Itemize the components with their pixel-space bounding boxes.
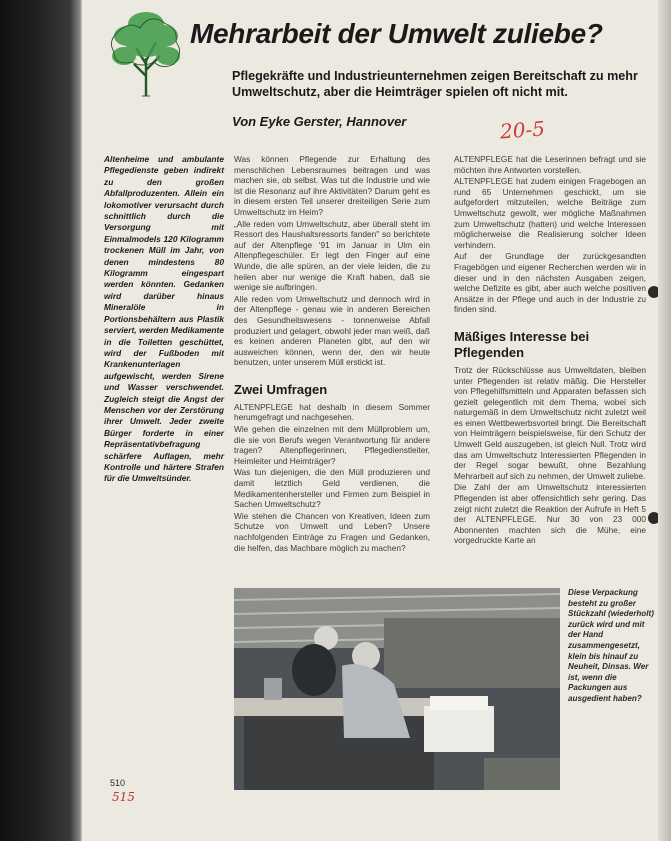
tree-illustration [106,6,184,102]
handwritten-page-number: 515 [112,790,135,804]
punch-hole [648,512,658,524]
paragraph: Alle reden vom Umweltschutz und dennoch wird in der Altenpflege - genau wie in anderen Bereichen des Gesundheitswesens - tonnenweise Abfall produziert und gelagert, obwohl jeder man weiß, daß es keinen anderen Planeten gibt, auf den wir ausweichen können, wenn der, den wir heute benutzen, unter unserem Müll erstickt ist. [234,293,430,368]
factory-photo [234,588,560,790]
paragraph: Auf der Grundlage der zurückgesandten Fragebögen und eigener Recherchen werden wir in dieser und in den nächsten Ausgaben zeigen, welche Defizite es gibt, aber auch welche positiven Ansätze in der Pflege und auch in der Industrie zu finden sind. [454,251,646,315]
photo-caption: Diese Verpackung besteht zu großer Stückzahl (wiederholt) zurück wird und mit der Hand zusammengesetzt, klein bis hinauf zu Neuheit, Dinsas. Wer ist, wenn die Packungen aus ausgedient haben? [568,588,654,703]
paragraph: Die Zahl der am Umweltschutz interessierten Pflegenden ist aber offensichtlich sehr gering. Das zeigt nicht zuletzt die Reaktion der Aufrufe in Heft 5 der ALTENPFLEGE. Nur 30 von 23 000 Abonnenten machten sich die Mühe, eine vorgedruckte Karte an [454,482,646,546]
article-title: Mehrarbeit der Umwelt zuliebe? [190,18,603,49]
section-heading: Zwei Umfragen [234,381,328,397]
middle-column [234,154,430,554]
paragraph: Wie gehen die einzelnen mit dem Müllproblem um, die sie von Berufs wegen Verantwortung für andere tragen? Altenpflegerinnen, Pflegedienstleiter, Heimleiter und Heimträger? [234,424,430,466]
paragraph: Trotz der Rückschlüsse aus Umweltdaten, bleiben unter Pflegenden ist relativ mäßig. Die Hersteller von Pflegehilfsmitteln und Apparaten befassen sich gezielt gelegentlich mit dem Thema, wobei sich naturgemäß in dem Umweltschutz nicht zuletzt weil es einen Wettbewerbsvorteil bringt. Die Bereitschaft von Heimträgern beispielsweise, für den Schutz der Umwelt Geld auszugeben, ist gleich Null. Trotz wird das am Umweltschutz Interessierten Pflegenden in der Regel sogar bewußt, ohne Bezahlung Mehrarbeit auf sich zu nehmen, der Umwelt zuliebe. [454,364,646,481]
paragraph: „Alle reden vom Umweltschutz, aber überall steht im Ressort des Haushaltsressorts fanden" so berichtete auf der Altenpflege '91 im Januar in Ulm ein Altenpflegeschüler. Er legt den Finger auf eine Wunde, die alle spüren, an der viele leiden, die zu heilen aber nur wenige die Kraft haben, daß sie wenige sie aufbringen. [234,218,430,293]
scan-dark-margin [0,0,82,841]
paragraph: Wie stehen die Chancen von Kreativen, Ideen zum Schutze von Umwelt und Leben? Unsere nachfolgenden Einträge zu Fragen und Gedanken, die helfen, das Machbare möglich zu machen? [234,510,430,553]
article-subtitle: Pflegekräfte und Industrieunternehmen zeigen Bereitschaft zu mehr Umweltschutz, aber die Heimträger spielen oft nicht mit. [232,69,638,99]
right-column [454,154,646,547]
intro-text: Altenheime und ambulante Pflegedienste geben indirekt zu den großen Abfallproduzenten. Allein ein lokomotiver verursacht durch schnittlich durch die Versorgung mit Einmalmodels 120 Kilogramm trockenen Müll im Jahr, von denen mindestens 80 Kilogramm eingespart werden könnten. Gedanken wird darüber hinaus Mineralöle in Portionsbehältern aus Plastik serviert, werden Medikamente in die Toiletten geschüttet, wird der Fußboden mit Krankenunterlagen aufgewischt, werden Sirene und Wasser verschwendet. Zugleich steigt die Angst der Menschen vor der Zerstörung ihrer Umwelt. Jeder zweite Bürger forderte in einer Repräsentativbefragung schärfere Auflagen, mehr Kontrolle und härtere Strafen für die Umweltsünder. [104,154,224,484]
handwritten-note: 20-5 [499,116,546,144]
section-heading: Mäßiges Interesse bei Pflegenden [454,328,590,360]
article-byline: Von Eyke Gerster, Hannover [232,114,407,129]
paragraph: Was können Pflegende zur Erhaltung des menschlichen Lebensraumes beitragen und was machen sie, ob selbst. Was tut die Industrie und wie ist die Resonanz auf ihre Aktivitäten? Darum geht es in diesem ersten Teil unserer dreiteiligen Serie zum Umweltschutz im Heim? [234,154,430,217]
page-number: 510 [110,778,126,788]
magazine-page [82,0,658,841]
paragraph: Was tun diejenigen, die den Müll produzieren und damit letztlich Geld verdienen, die Medikamentenhersteller und Firmen zum Beispiel in Sachen Umweltschutz? [234,467,430,510]
punch-hole [648,286,658,298]
paragraph: ALTENPFLEGE hat zudem einigen Fragebogen an rund 65 Unternehmen geschickt, um sie aufgefordert mitzuteilen, welche Beiträge zum Umweltschutz gewollt, wer mögliche Maßnahmen zum Umweltschutz (hatten) und welche Interessen möglicherweise die Realisierung solcher Ideen verhindern. [454,176,646,250]
paragraph: ALTENPFLEGE hat die Leserinnen befragt und sie möchten ihre Antworten vorstellen. [454,154,646,175]
paragraph: ALTENPFLEGE hat deshalb in diesem Sommer herumgefragt und nachgesehen. [234,401,430,423]
intro-column [104,154,224,486]
